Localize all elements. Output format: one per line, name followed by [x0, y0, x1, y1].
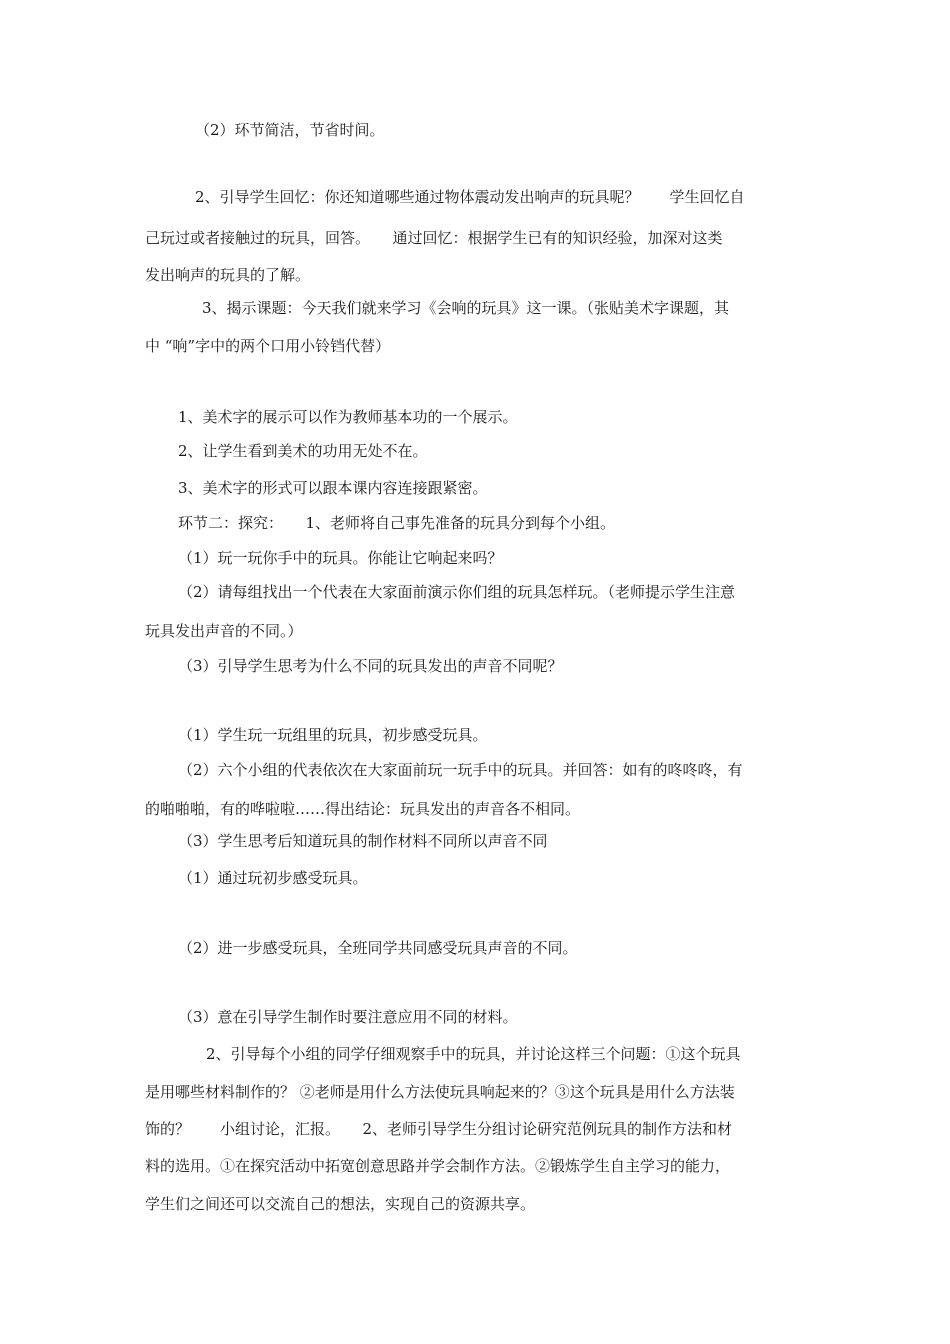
paragraph-line: 1、美术字的展示可以作为教师基本功的一个展示。	[178, 408, 518, 426]
paragraph-line: 发出响声的玩具的了解。	[145, 266, 311, 284]
paragraph-line: 玩具发出声音的不同。）	[145, 622, 303, 640]
paragraph-line: 2、让学生看到美术的功用无处不在。	[178, 442, 428, 460]
paragraph-line: 是用哪些材料制作的？ ②老师是用什么方法使玩具响起来的？③这个玩具是用什么方法装	[145, 1083, 735, 1101]
paragraph-line: （1）通过玩初步感受玩具。	[178, 869, 368, 887]
paragraph-line: （3）学生思考后知道玩具的制作材料不同所以声音不同	[178, 832, 548, 850]
paragraph-line: （1）学生玩一玩组里的玩具，初步感受玩具。	[178, 726, 488, 744]
paragraph-line: 的啪啪啪，有的哗啦啦……得出结论：玩具发出的声音各不相同。	[145, 800, 581, 818]
paragraph-line: 饰的？ 小组讨论，汇报。 2、老师引导学生分组讨论研究范例玩具的制作方法和材	[145, 1120, 733, 1138]
paragraph-line: 2、引导学生回忆：你还知道哪些通过物体震动发出响声的玩具呢？ 学生回忆自	[195, 188, 745, 206]
paragraph-line: （1）玩一玩你手中的玩具。你能让它响起来吗？	[178, 549, 503, 567]
paragraph-line: 料的选用。①在探究活动中拓宽创意思路并学会制作方法。②锻炼学生自主学习的能力，	[145, 1157, 731, 1175]
paragraph-line: （3）引导学生思考为什么不同的玩具发出的声音不同呢？	[178, 657, 563, 675]
paragraph-line: 中 “响”字中的两个口用小铃铛代替）	[145, 337, 391, 355]
paragraph-line: 2、引导每个小组的同学仔细观察手中的玩具，并讨论这样三个问题：①这个玩具	[206, 1045, 741, 1063]
paragraph-line: （2）请每组找出一个代表在大家面前演示你们组的玩具怎样玩。（老师提示学生注意	[178, 583, 736, 601]
paragraph-line: （2）进一步感受玩具，全班同学共同感受玩具声音的不同。	[178, 939, 578, 957]
paragraph-line: 3、美术字的形式可以跟本课内容连接跟紧密。	[178, 479, 488, 497]
paragraph-line: （3）意在引导学生制作时要注意应用不同的材料。	[178, 1008, 518, 1026]
paragraph-line: 己玩过或者接触过的玩具，回答。 通过回忆：根据学生已有的知识经验，加深对这类	[145, 229, 723, 247]
paragraph-line: 环节二：探究： 1、老师将自己事先准备的玩具分到每个小组。	[178, 514, 616, 532]
paragraph-line: 学生们之间还可以交流自己的想法，实现自己的资源共享。	[145, 1195, 536, 1213]
paragraph-line: （2）六个小组的代表依次在大家面前玩一玩手中的玩具。并回答：如有的咚咚咚，有	[178, 761, 743, 779]
paragraph-line: （2）环节简洁，节省时间。	[195, 121, 385, 139]
paragraph-line: 3、揭示课题：今天我们就来学习《会响的玩具》这一课。（张贴美术字课题，其	[202, 299, 730, 317]
